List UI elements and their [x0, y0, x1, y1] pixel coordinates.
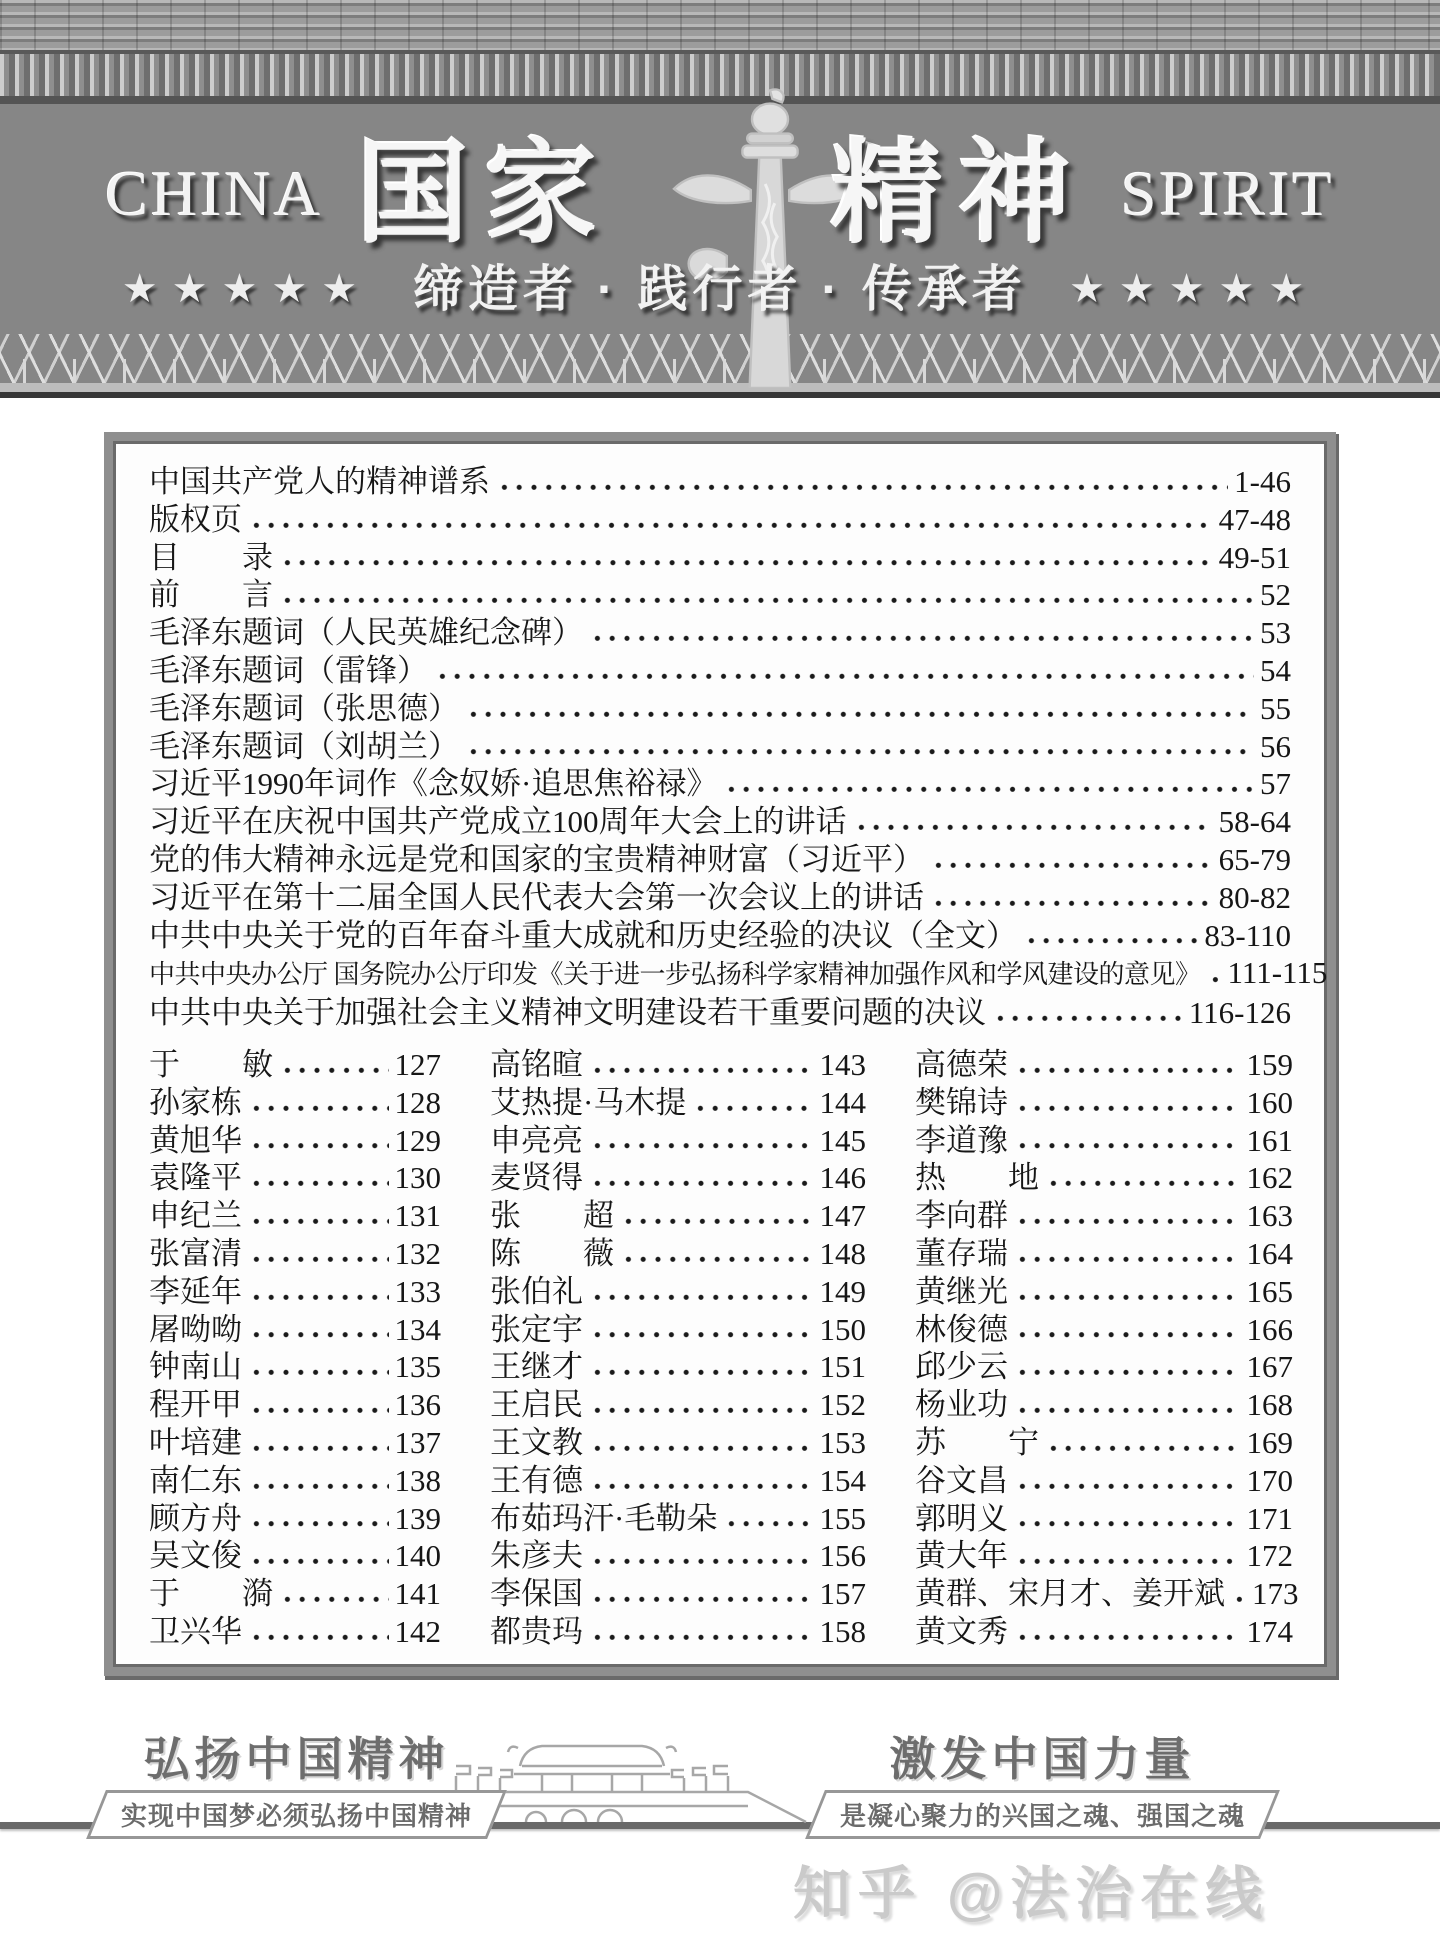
toc-row [915, 1613, 1293, 1651]
toc-entry-title: 高铭暄 [490, 1046, 583, 1082]
title-guojia: 国家 [357, 131, 614, 256]
toc-entry-title: 邱少云 [915, 1349, 1008, 1385]
toc-row [149, 501, 1291, 539]
toc-row [149, 803, 1291, 841]
toc-entry-title: 李道豫 [915, 1122, 1008, 1158]
toc-entry-page: 55 [1260, 690, 1291, 726]
toc-entry-page: 131 [394, 1198, 441, 1234]
toc-entry-page: 158 [819, 1613, 866, 1649]
dot-leader [1015, 1311, 1241, 1349]
toc-entry-title: 申纪兰 [149, 1198, 242, 1234]
dot-leader [249, 1197, 389, 1235]
toc-entry-title: 董存瑞 [915, 1235, 1008, 1271]
spirit-word: SPIRIT [1121, 158, 1335, 229]
footer-right-block [815, 1733, 1270, 1839]
toc-entry-page: 144 [819, 1084, 866, 1120]
toc-row [490, 1197, 866, 1235]
toc-entry-page: 157 [819, 1576, 866, 1612]
toc-entry-page: 141 [394, 1576, 441, 1612]
dot-leader [621, 1235, 814, 1273]
toc-entry-page: 134 [394, 1311, 441, 1347]
dot-leader [280, 1046, 389, 1084]
toc-entry-title: 习近平1990年词作《念奴娇·追思焦裕禄》 [149, 766, 718, 802]
dot-leader [590, 1348, 814, 1386]
toc-entry-page: 129 [394, 1122, 441, 1158]
toc-entry-title: 黄文秀 [915, 1613, 1008, 1649]
toc-entry-title: 于 敏 [149, 1046, 273, 1082]
toc-entry-title: 习近平在庆祝中国共产党成立100周年大会上的讲话 [149, 804, 847, 840]
toc-entry-title: 杨业功 [915, 1387, 1008, 1423]
toc-entry-title: 张 超 [490, 1198, 614, 1234]
toc-entry-page: 149 [819, 1273, 866, 1309]
toc-entry-page: 172 [1246, 1538, 1293, 1574]
toc-row [915, 1159, 1293, 1197]
toc-row [149, 1122, 441, 1160]
toc-entry-page: 146 [819, 1160, 866, 1196]
toc-row [490, 1613, 866, 1651]
toc-entry-page: 168 [1246, 1387, 1293, 1423]
toc-entry-title: 黄继光 [915, 1273, 1008, 1309]
footer-right-banner [805, 1790, 1280, 1839]
toc-entry-title: 中国共产党人的精神谱系 [149, 464, 490, 499]
toc-row [490, 1311, 866, 1349]
toc-row [149, 1235, 441, 1273]
toc-entry-title: 黄旭华 [149, 1122, 242, 1158]
toc-entry-title: 目 录 [149, 539, 273, 575]
zhihu-watermark: 知乎 @法治在线 [793, 1862, 1271, 1926]
toc-row [149, 1348, 441, 1386]
stars-left: ★★★★★ [121, 266, 372, 311]
toc-row [490, 1273, 866, 1311]
toc-entry-page: 139 [394, 1500, 441, 1536]
toc-entry-page: 156 [819, 1538, 866, 1574]
toc-row [490, 1235, 866, 1273]
toc-row [149, 1424, 441, 1462]
dot-leader [249, 1424, 389, 1462]
dot-leader [1015, 1613, 1241, 1651]
toc-entry-title: 程开甲 [149, 1387, 242, 1423]
dot-leader [466, 690, 1254, 728]
dot-leader [590, 1537, 814, 1575]
dot-leader [249, 1235, 389, 1273]
footer-right-banner-text: 是凝心聚力的兴国之魂、强国之魂 [840, 1801, 1246, 1831]
dot-leader [931, 879, 1213, 917]
toc-row [149, 539, 1291, 577]
toc-entry-title: 高德荣 [915, 1046, 1008, 1082]
toc-row [149, 1575, 441, 1613]
toc-row [149, 917, 1291, 955]
dot-leader [1015, 1348, 1241, 1386]
toc-entry-title: 李延年 [149, 1273, 242, 1309]
toc-entry-page: 169 [1246, 1424, 1293, 1460]
toc-name-column [149, 1046, 441, 1651]
toc-entry-page: 170 [1246, 1462, 1293, 1498]
toc-row [915, 1386, 1293, 1424]
dot-leader [249, 1084, 389, 1122]
toc-row [490, 1424, 866, 1462]
dot-leader [249, 1348, 389, 1386]
toc-row [149, 690, 1291, 728]
toc-entry-title: 吴文俊 [149, 1538, 242, 1574]
toc-entry-page: 163 [1246, 1198, 1293, 1234]
toc-box [104, 432, 1336, 1676]
dot-leader [1015, 1197, 1241, 1235]
toc-entry-page: 127 [394, 1046, 441, 1082]
dot-leader [724, 765, 1254, 803]
toc-entry-title: 毛泽东题词（张思德） [149, 690, 459, 726]
toc-entry-page: 173 [1252, 1576, 1299, 1612]
dot-leader [249, 501, 1213, 539]
dot-leader [1015, 1273, 1241, 1311]
dot-leader [249, 1386, 389, 1424]
toc-entry-title: 张富清 [149, 1235, 242, 1271]
toc-entry-page: 155 [819, 1500, 866, 1536]
toc-row [490, 1046, 866, 1084]
toc-entry-title: 黄群、宋月才、姜开斌 [915, 1576, 1225, 1612]
toc-entry-page: 132 [394, 1235, 441, 1271]
toc-name-column [490, 1046, 866, 1651]
toc-entry-page: 47-48 [1218, 501, 1291, 537]
dot-leader [280, 539, 1213, 577]
toc-row [915, 1084, 1293, 1122]
toc-entry-page: 143 [819, 1046, 866, 1082]
masthead-subtitle: 缔造者 · 践行者 · 传承者 [413, 261, 1027, 317]
toc-entry-title: 中共中央关于党的百年奋斗重大成就和历史经验的决议（全文） [149, 917, 1017, 953]
dot-leader [1015, 1386, 1241, 1424]
dot-leader [249, 1537, 389, 1575]
dot-leader [1046, 1424, 1241, 1462]
toc-entry-page: 111-115 [1227, 955, 1328, 991]
toc-entry-page: 171 [1246, 1500, 1293, 1536]
dot-leader [1232, 1575, 1246, 1613]
dot-leader [1015, 1084, 1241, 1122]
dot-leader [249, 1273, 389, 1311]
toc-name-columns [149, 1046, 1299, 1651]
footer-left-banner [86, 1790, 507, 1839]
dot-leader [249, 1159, 389, 1197]
dot-leader [590, 1159, 814, 1197]
toc-entry-page: 167 [1246, 1349, 1293, 1385]
toc-entry-title: 南仁东 [149, 1462, 242, 1498]
toc-row [490, 1159, 866, 1197]
toc-row [915, 1500, 1293, 1538]
toc-row [149, 1159, 441, 1197]
toc-entry-title: 朱彦夫 [490, 1538, 583, 1574]
toc-entry-page: 162 [1246, 1160, 1293, 1196]
toc-entry-title: 屠呦呦 [149, 1311, 242, 1347]
toc-row [149, 994, 1291, 1032]
dot-leader [590, 1424, 814, 1462]
dot-leader [249, 1311, 389, 1349]
toc-entry-page: 52 [1260, 577, 1291, 613]
dot-leader [1046, 1159, 1241, 1197]
toc-entry-page: 159 [1246, 1046, 1293, 1082]
toc-row [915, 1537, 1293, 1575]
toc-row [149, 1084, 441, 1122]
toc-entry-title: 叶培建 [149, 1424, 242, 1460]
toc-entry-page: 137 [394, 1424, 441, 1460]
toc-row [149, 1197, 441, 1235]
dot-leader [1015, 1235, 1241, 1273]
dot-leader [854, 803, 1213, 841]
toc-entry-title: 樊锦诗 [915, 1084, 1008, 1120]
dot-leader [590, 1613, 814, 1651]
toc-row [915, 1462, 1293, 1500]
dot-leader [931, 841, 1213, 879]
toc-entry-title: 王继才 [490, 1349, 583, 1385]
toc-entry-page: 1-46 [1234, 464, 1291, 499]
toc-row [915, 1235, 1293, 1273]
toc-entry-page: 130 [394, 1160, 441, 1196]
china-word: CHINA [105, 158, 324, 229]
dot-leader [590, 1122, 814, 1160]
dot-leader [1015, 1500, 1241, 1538]
toc-row [915, 1046, 1293, 1084]
dot-leader [590, 1575, 814, 1613]
toc-entry-page: 53 [1260, 615, 1291, 651]
toc-entry-page: 80-82 [1218, 879, 1291, 915]
toc-entry-title: 陈 薇 [490, 1235, 614, 1271]
toc-entry-page: 116-126 [1188, 995, 1291, 1031]
dot-leader [621, 1197, 814, 1235]
toc-row [490, 1386, 866, 1424]
toc-entry-title: 林俊德 [915, 1311, 1008, 1347]
toc-entry-page: 166 [1246, 1311, 1293, 1347]
dot-leader [993, 994, 1183, 1032]
dot-leader [435, 652, 1254, 690]
toc-row [490, 1462, 866, 1500]
toc-entry-title: 毛泽东题词（刘胡兰） [149, 728, 459, 764]
dot-leader [590, 1386, 814, 1424]
toc-entry-page: 164 [1246, 1235, 1293, 1271]
footer-left-block [96, 1733, 497, 1839]
toc-entry-page: 147 [819, 1198, 866, 1234]
toc-entry-title: 中共中央办公厅 国务院办公厅印发《关于进一步弘扬科学家精神加强作风和学风建设的意见》 [149, 960, 1201, 990]
masthead-title-row [0, 131, 1440, 256]
toc-entry-page: 161 [1246, 1122, 1293, 1158]
toc-row [149, 652, 1291, 690]
dot-leader [249, 1613, 389, 1651]
dot-leader [249, 1500, 389, 1538]
toc-name-column [915, 1046, 1299, 1651]
dot-leader [693, 1084, 813, 1122]
toc-entry-title: 艾热提·马木提 [490, 1084, 687, 1120]
dot-leader [280, 576, 1254, 614]
toc-entry-title: 苏 宁 [915, 1424, 1039, 1460]
toc-row [149, 1500, 441, 1538]
footer-right-title: 激发中国力量 [889, 1733, 1196, 1785]
toc-entry-title: 王文教 [490, 1424, 583, 1460]
toc-entry-page: 56 [1260, 728, 1291, 764]
toc-entry-title: 孙家栋 [149, 1084, 242, 1120]
toc-entry-title: 都贵玛 [490, 1613, 583, 1649]
toc-entry-title: 王启民 [490, 1387, 583, 1423]
toc-row [149, 1273, 441, 1311]
toc-entry-page: 58-64 [1218, 804, 1291, 840]
dot-leader [590, 1462, 814, 1500]
toc-entry-page: 142 [394, 1613, 441, 1649]
toc-row [149, 576, 1291, 614]
toc-entry-title: 王有德 [490, 1462, 583, 1498]
toc-entry-title: 卫兴华 [149, 1613, 242, 1649]
page-header-banner [0, 0, 1440, 398]
toc-row [149, 728, 1291, 766]
toc-row [490, 1537, 866, 1575]
dot-leader [1015, 1122, 1241, 1160]
toc-entry-title: 于 漪 [149, 1576, 273, 1612]
toc-row [149, 1462, 441, 1500]
toc-entry-page: 49-51 [1218, 539, 1291, 575]
dot-leader [1024, 917, 1198, 955]
toc-row [490, 1084, 866, 1122]
toc-entry-page: 150 [819, 1311, 866, 1347]
dot-leader [590, 614, 1254, 652]
dot-leader [249, 1462, 389, 1500]
toc-entry-page: 148 [819, 1235, 866, 1271]
toc-entry-title: 袁隆平 [149, 1160, 242, 1196]
toc-entry-title: 中共中央关于加强社会主义精神文明建设若干重要问题的决议 [149, 995, 986, 1031]
toc-row [149, 841, 1291, 879]
dot-leader [497, 463, 1228, 501]
toc-entry-title: 郭明义 [915, 1500, 1008, 1536]
toc-entry-title: 顾方舟 [149, 1500, 242, 1536]
toc-entry-title: 李向群 [915, 1198, 1008, 1234]
toc-row [915, 1311, 1293, 1349]
toc-entry-page: 133 [394, 1273, 441, 1309]
title-jingshen: 精神 [831, 131, 1088, 256]
toc-entry-page: 138 [394, 1462, 441, 1498]
toc-entry-title: 党的伟大精神永远是党和国家的宝贵精神财富（习近平） [149, 841, 924, 877]
toc-entry-title: 版权页 [149, 501, 242, 537]
toc-entry-page: 160 [1246, 1084, 1293, 1120]
toc-row [490, 1122, 866, 1160]
toc-row [149, 614, 1291, 652]
toc-entry-page: 140 [394, 1538, 441, 1574]
toc-entry-title: 热 地 [915, 1160, 1039, 1196]
toc-entry-title: 钟南山 [149, 1349, 242, 1385]
toc-row [915, 1424, 1293, 1462]
toc-entry-page: 54 [1260, 652, 1291, 688]
toc-row [915, 1197, 1293, 1235]
toc-entry-title: 布茹玛汗·毛勒朵 [490, 1500, 718, 1536]
toc-row [490, 1500, 866, 1538]
toc-row [490, 1575, 866, 1613]
toc-entry-title: 前 言 [149, 577, 273, 613]
toc-entry-title: 黄大年 [915, 1538, 1008, 1574]
dot-leader [590, 1046, 814, 1084]
pillar-gap [647, 189, 797, 199]
dot-leader [1015, 1046, 1241, 1084]
dot-leader [724, 1500, 813, 1538]
toc-row [149, 879, 1291, 917]
toc-row [149, 1537, 441, 1575]
toc-row [915, 1122, 1293, 1160]
toc-entry-page: 135 [394, 1349, 441, 1385]
stars-right: ★★★★★ [1068, 266, 1319, 311]
dot-leader [249, 1122, 389, 1160]
toc-row [149, 954, 1328, 994]
toc-entry-page: 152 [819, 1387, 866, 1423]
toc-row [149, 463, 1291, 501]
toc-row [915, 1273, 1293, 1311]
toc-entry-page: 153 [819, 1424, 866, 1460]
footer-left-banner-text: 实现中国梦必须弘扬中国精神 [121, 1801, 473, 1831]
toc-entry-title: 张定宇 [490, 1311, 583, 1347]
toc-row [149, 1613, 441, 1651]
toc-row [915, 1348, 1293, 1386]
subtitle-row [0, 261, 1440, 317]
dot-leader [1015, 1462, 1241, 1500]
toc-entry-title: 习近平在第十二届全国人民代表大会第一次会议上的讲话 [149, 879, 924, 915]
toc-entry-page: 128 [394, 1084, 441, 1120]
toc-row [149, 1046, 441, 1084]
toc-entry-page: 174 [1246, 1613, 1293, 1649]
toc-entry-page: 83-110 [1204, 917, 1291, 953]
dot-leader [280, 1575, 389, 1613]
toc-row [149, 1311, 441, 1349]
toc-row [915, 1575, 1299, 1613]
toc-entry-title: 毛泽东题词（雷锋） [149, 652, 428, 688]
dot-leader [590, 1311, 814, 1349]
toc-entry-title: 申亮亮 [490, 1122, 583, 1158]
toc-entry-page: 57 [1260, 766, 1291, 802]
toc-entry-title: 张伯礼 [490, 1273, 583, 1309]
toc-main-list [149, 463, 1328, 1032]
footer-left-title: 弘扬中国精神 [143, 1733, 450, 1785]
toc-entry-page: 65-79 [1218, 841, 1291, 877]
dot-leader [1015, 1537, 1241, 1575]
toc-entry-page: 151 [819, 1349, 866, 1385]
toc-entry-page: 165 [1246, 1273, 1293, 1309]
toc-entry-title: 李保国 [490, 1576, 583, 1612]
toc-row [149, 1386, 441, 1424]
toc-row [149, 765, 1291, 803]
dot-leader [1208, 954, 1222, 994]
toc-entry-page: 145 [819, 1122, 866, 1158]
brick-wall-texture [0, 0, 1440, 50]
toc-entry-title: 毛泽东题词（人民英雄纪念碑） [149, 615, 583, 651]
toc-entry-title: 谷文昌 [915, 1462, 1008, 1498]
dot-leader [590, 1273, 814, 1311]
dot-leader [466, 728, 1254, 766]
toc-entry-title: 麦贤得 [490, 1160, 583, 1196]
toc-entry-page: 154 [819, 1462, 866, 1498]
toc-entry-page: 136 [394, 1387, 441, 1423]
toc-row [490, 1348, 866, 1386]
